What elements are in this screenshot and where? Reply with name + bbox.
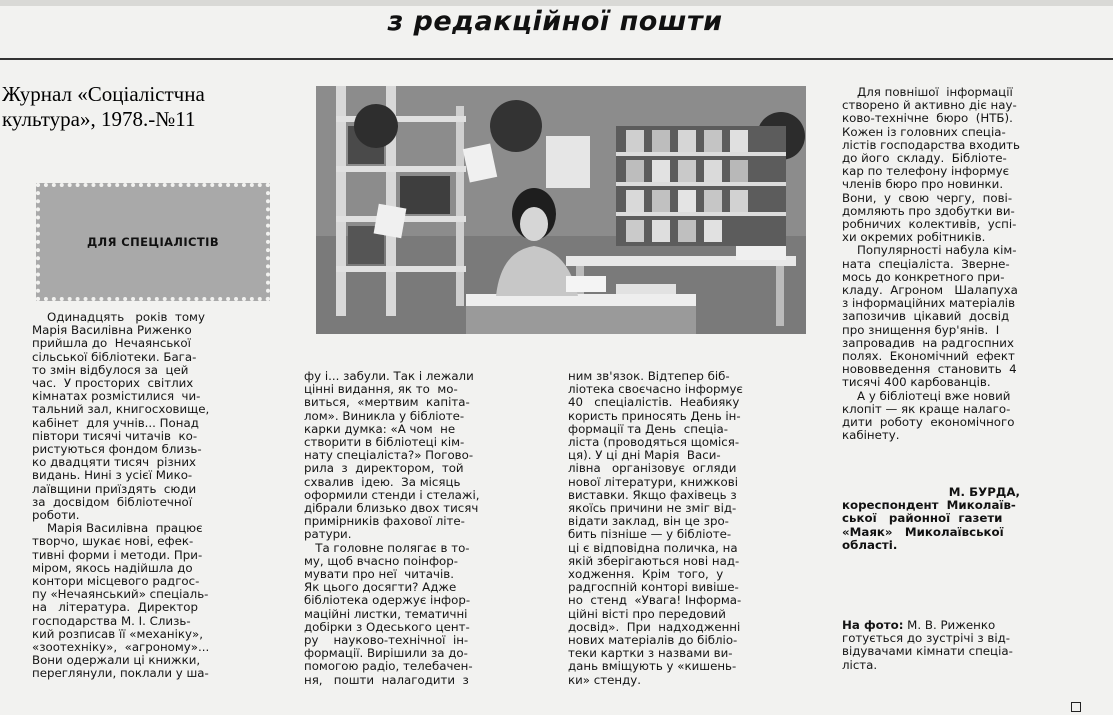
- rubric-heading: з редакційної пошти: [387, 6, 723, 37]
- signature-line-2: кореспондент Миколаїв-: [842, 498, 1016, 513]
- article-column-2: фу і... забули. Так і лежали цінні видання, як то мо- виться, «мертвим капіта- лом». Виникла у бібліоте- карки думка: «А чом не створити в бібліотеці кім- нату спеціаліста?» Погово- рила з директором, той схвалив ідею. За місяць оформили стенди і стелажі, дібрали близько двох тисяч примірників фахової літе- ратури. Та головне полягає в то- му, щоб вчасно поінфор- мувати про неї читачів. Як цього досягти? Адже бібліотека одержує інфор- маційні листки, тематичні добірки з Одеського цент- ру науково-технічної ін- формації. Вирішили за до- помогою радіо, телебачен- ня, пошти налагодити з: [304, 369, 480, 687]
- signature-line-3: ської районної газети: [842, 511, 1003, 526]
- photo-caption: [842, 619, 1087, 672]
- signature-name: М. БУРДА,: [842, 485, 1020, 499]
- signature-line-4: «Маяк» Миколаївської: [842, 524, 1004, 539]
- author-signature: [842, 486, 1087, 552]
- source-line-1: Журнал «Соціалістчна: [2, 82, 205, 106]
- caption-label: На фото:: [842, 618, 904, 632]
- section-stamp: [36, 183, 270, 301]
- signature-line-5: області.: [842, 537, 898, 552]
- source-annotation: [2, 82, 302, 132]
- caption-text: М. В. Риженко готується до зустрічі з від- відувачами кімнати спеціа- ліста.: [842, 618, 1013, 672]
- article-column-3: ним зв'язок. Відтепер біб- ліотека своєчасно інформує 40 спеціалістів. Неабияку користь приносять День ін- формації та День спеціа- ліста (проводяться щомiся- ця). У ці дні Марія Васи- лівна організовує огляди нової літератури, книжкові виставки. Якщо фахівець з якоїсь причини не зміг від- відати заклад, він це зро- бить пізніше — у бібліоте- ці є відповідна поличка, на якій зберігаються нові над- ходження. Крім того, у радгоспній конторі вивішe- но стенд «Увага! Інформа- ційні вісті про передовий досвід». При надходженні нових матеріалів до бібліо- теки картки з назвами ви- дань вміщують у «кишень- ки» стенду.: [568, 369, 743, 687]
- article-column-1: Одинадцять років тому Марія Василівна Риженко прийшла до Нечаянської сільської бібліотеки. Бага- то змін відбулося за цей час. У просторих світлих кімнатах розмістилися чи- тальний зал, книгосховище, кабінет для учнів... Понад півтори тисячі читачів ко- ристуються фондом близь- ко двадцяти тисяч різних видань. Нині з усієї Мико- лаївщини приїздять сюди за досвідом бібліотечної роботи. Марія Василівна працює творчо, шукає нові, ефек- тивні форми і методи. При- міром, якось надійшла до контори місцевого радгос- пу «Нечаянський» спеціаль- на література. Директор господарства М. І. Слизь- кий розписав її «механіку», «зоотехніку», «агроному»... Вони одержали ці книжки, переглянули, поклали у ша-: [32, 310, 210, 681]
- source-line-2: культура», 1978.-№11: [2, 107, 196, 131]
- end-mark-icon: [1071, 702, 1081, 712]
- article-column-4: Для повнішої інформації створено й активно діє нау- ково-технічне бюро (НТБ). Кожен із головних спеціа- лістів господарства входить до його складу. Бібліоте- кар по телефону інформує членів бюро про новинки. Вони, у свою чергу, пові- домляють про здобутки ви- робничих колективів, успі- хи окремих робітників. Популярності набула кім- ната спеціаліста. Зверне- мось до конкретного при- кладу. Агроном Шалапуха з інформаційних матеріалів запозичив цікавий досвід про знищення бур'янів. І запровадив на радгоспних полях. Економічний ефект нововведення становить 4 тисячі 400 карбованців. А у бібліотеці вже новий клопіт — як краще налаго- дити роботу економічного кабінету.: [842, 85, 1020, 443]
- library-photo-illustration: [316, 86, 806, 334]
- article-photo: [316, 86, 806, 334]
- header-rule: [0, 58, 1113, 60]
- section-label: ДЛЯ СПЕЦІАЛІСТІВ: [87, 235, 219, 249]
